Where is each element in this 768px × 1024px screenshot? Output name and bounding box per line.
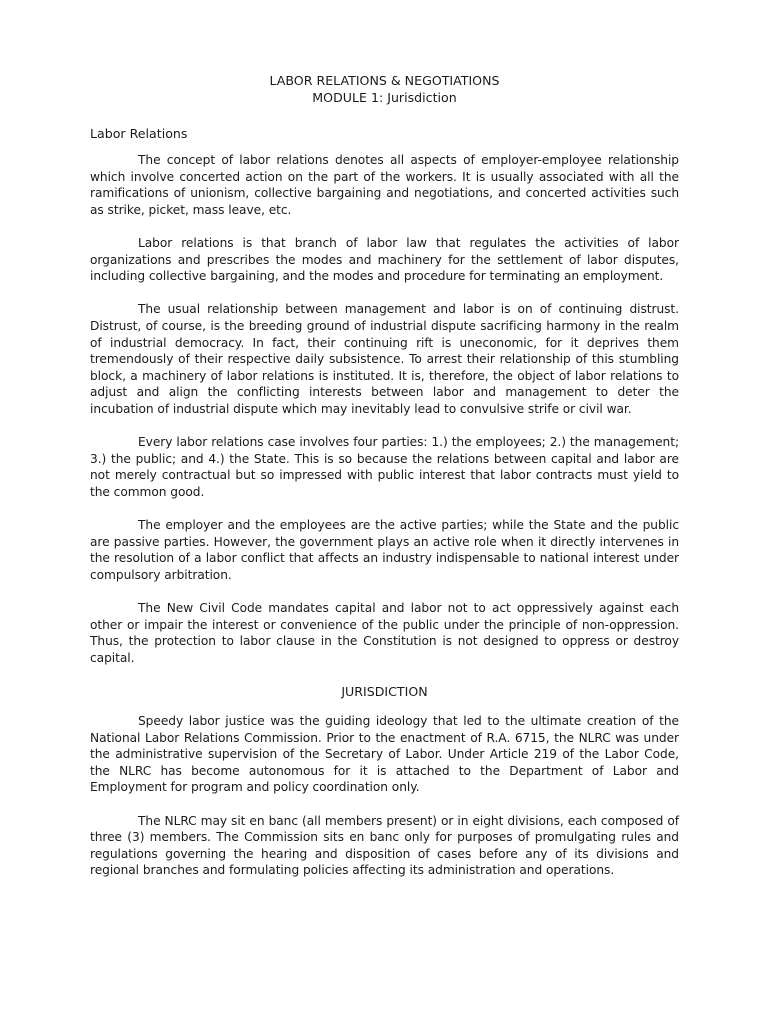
paragraph: Every labor relations case involves four parties: 1.) the employees; 2.) the management; 3.) the public; and 4.) the State. This is so because the relations between capital and labor are not merely contractual but so impressed with public interest that labor contracts must yield to the common good. [90,435,679,499]
paragraph: The NLRC may sit en banc (all members present) or in eight divisions, each composed of three (3) members. The Commission sits en banc only for purposes of promulgating rules and regulations governing the hearing and disposition of cases before any of its divisions and regional branches and formulating policies affecting its administration and operations. [90,813,679,878]
paragraph: Speedy labor justice was the guiding ideology that led to the ultimate creation of the National Labor Relations Commission. Prior to the enactment of R.A. 6715, the NLRC was under the administrative supervision of the Secretary of Labor. Under Article 219 of the Labor Code, the NLRC has become autonomous for it is attached to the Department of Labor and Employment for program and policy coordination only. [90,714,679,795]
section-heading-labor-relations: Labor Relations [90,126,188,141]
paragraph: Labor relations is that branch of labor law that regulates the activities of labor organizations and prescribes the modes and machinery for the settlement of labor disputes, including collective bargaining, and the modes and procedure for terminating an employment. [90,235,679,284]
paragraph: The usual relationship between management and labor is on of continuing distrust. Distrust, of course, is the breeding ground of industrial dispute sacrificing harmony in the realm of industrial democracy. In fact, their continuing rift is uneconomic, for it deprives them tremendously of their respective daily subsistence. To arrest their relationship of this stumbling block, a machinery of labor relations is instituted. It is, therefore, the object of labor relations to adjust and align the conflicting interests between labor and management to deter the incubation of industrial dispute which may inevitably lead to convulsive strife or civil war. [90,302,679,416]
paragraph: The New Civil Code mandates capital and labor not to act oppressively against each other or impair the interest or convenience of the public under the principle of non-oppression. Thus, the protection to labor clause in the Constitution is not designed to oppress or destroy capital. [90,601,679,665]
title-line-1: LABOR RELATIONS & NEGOTIATIONS [269,73,500,88]
title-line-2: MODULE 1: Jurisdiction [312,90,457,105]
document-title [90,72,679,106]
paragraph: The employer and the employees are the active parties; while the State and the public are passive parties. However, the government plays an active role when it directly intervenes in the resolution of a labor conflict that affects an industry indispensable to national interest under compulsory arbitration. [90,518,679,582]
document-page [90,72,679,896]
section-heading-jurisdiction: JURISDICTION [341,684,428,699]
paragraph: The concept of labor relations denotes all aspects of employer-employee relationship which involve concerted action on the part of the workers. It is usually associated with all the ramifications of unionism, collective bargaining and negotiations, and concerted activities such as strike, picket, mass leave, etc. [90,153,679,217]
